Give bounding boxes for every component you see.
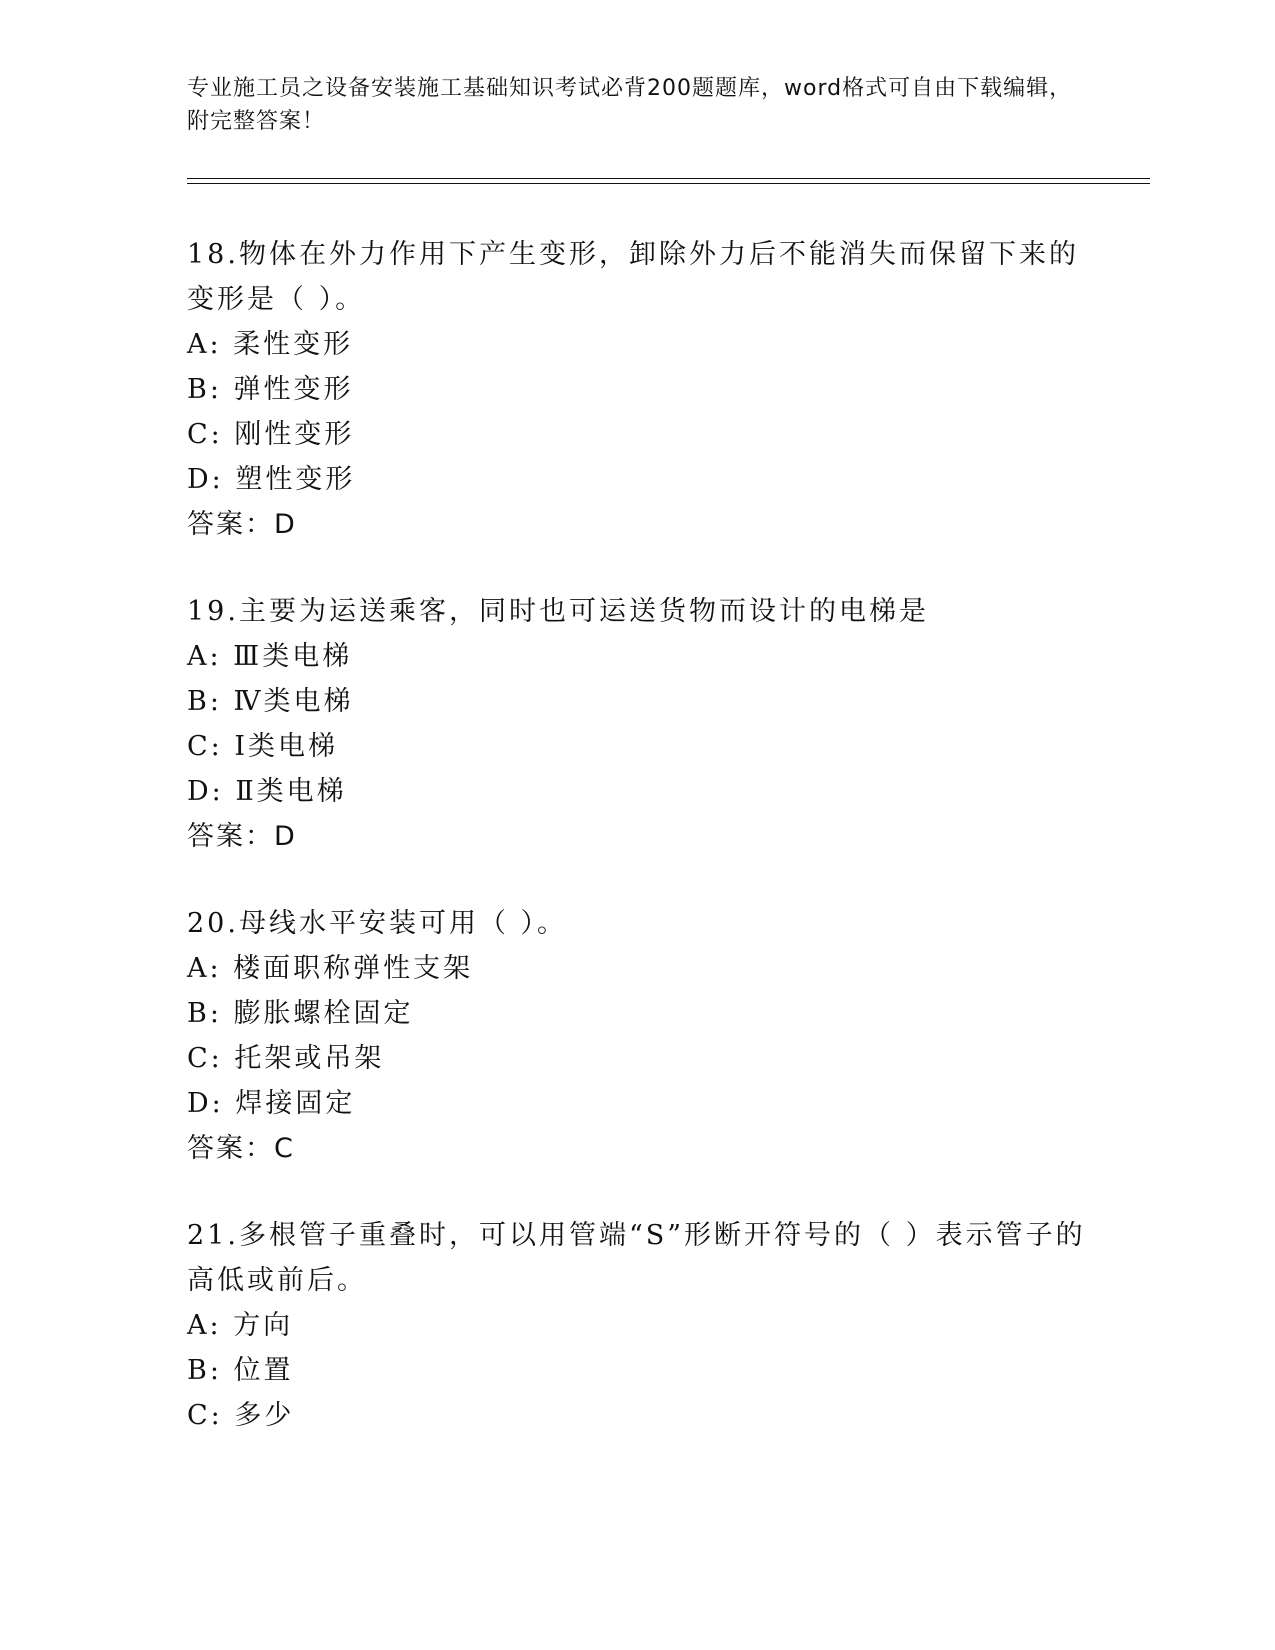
option-c: C: 刚性变形 xyxy=(187,419,355,450)
option-d: D: 塑性变形 xyxy=(187,464,356,495)
option-b: B: 位置 xyxy=(187,1355,294,1386)
answer: 答案：C xyxy=(187,1133,295,1164)
question-text: 21.多根管子重叠时，可以用管端“S”形断开符号的（ ）表示管子的高低或前后。 xyxy=(187,1220,1086,1296)
option-b: B: 膨胀螺栓固定 xyxy=(187,998,414,1029)
question-18 xyxy=(187,232,1087,547)
option-d: D: 焊接固定 xyxy=(187,1088,356,1119)
answer: 答案：D xyxy=(187,821,297,852)
document-header xyxy=(187,72,1087,138)
option-b: B: 弹性变形 xyxy=(187,374,354,405)
option-b: B: Ⅳ类电梯 xyxy=(187,686,354,717)
option-d: D: Ⅱ类电梯 xyxy=(187,776,347,807)
option-a: A: 楼面职称弹性支架 xyxy=(187,953,474,984)
question-list xyxy=(187,232,1087,1480)
option-a: A: 柔性变形 xyxy=(187,329,354,360)
answer: 答案：D xyxy=(187,509,297,540)
question-21 xyxy=(187,1213,1087,1438)
question-text: 20.母线水平安装可用（ ）。 xyxy=(187,908,568,939)
option-a: A: 方向 xyxy=(187,1310,294,1341)
question-20 xyxy=(187,901,1087,1171)
option-c: C: Ⅰ类电梯 xyxy=(187,731,339,762)
question-text: 19.主要为运送乘客，同时也可运送货物而设计的电梯是 xyxy=(187,596,929,627)
document-title: 专业施工员之设备安装施工基础知识考试必背200题题库，word格式可自由下载编辑，附完整答案！ xyxy=(187,76,1073,134)
header-rule-bottom xyxy=(187,183,1150,184)
header-rule-top xyxy=(187,178,1150,179)
question-19 xyxy=(187,589,1087,859)
question-text: 18.物体在外力作用下产生变形，卸除外力后不能消失而保留下来的变形是（ ）。 xyxy=(187,239,1079,315)
option-c: C: 多少 xyxy=(187,1400,295,1431)
option-a: A: Ⅲ类电梯 xyxy=(187,641,353,672)
option-c: C: 托架或吊架 xyxy=(187,1043,385,1074)
